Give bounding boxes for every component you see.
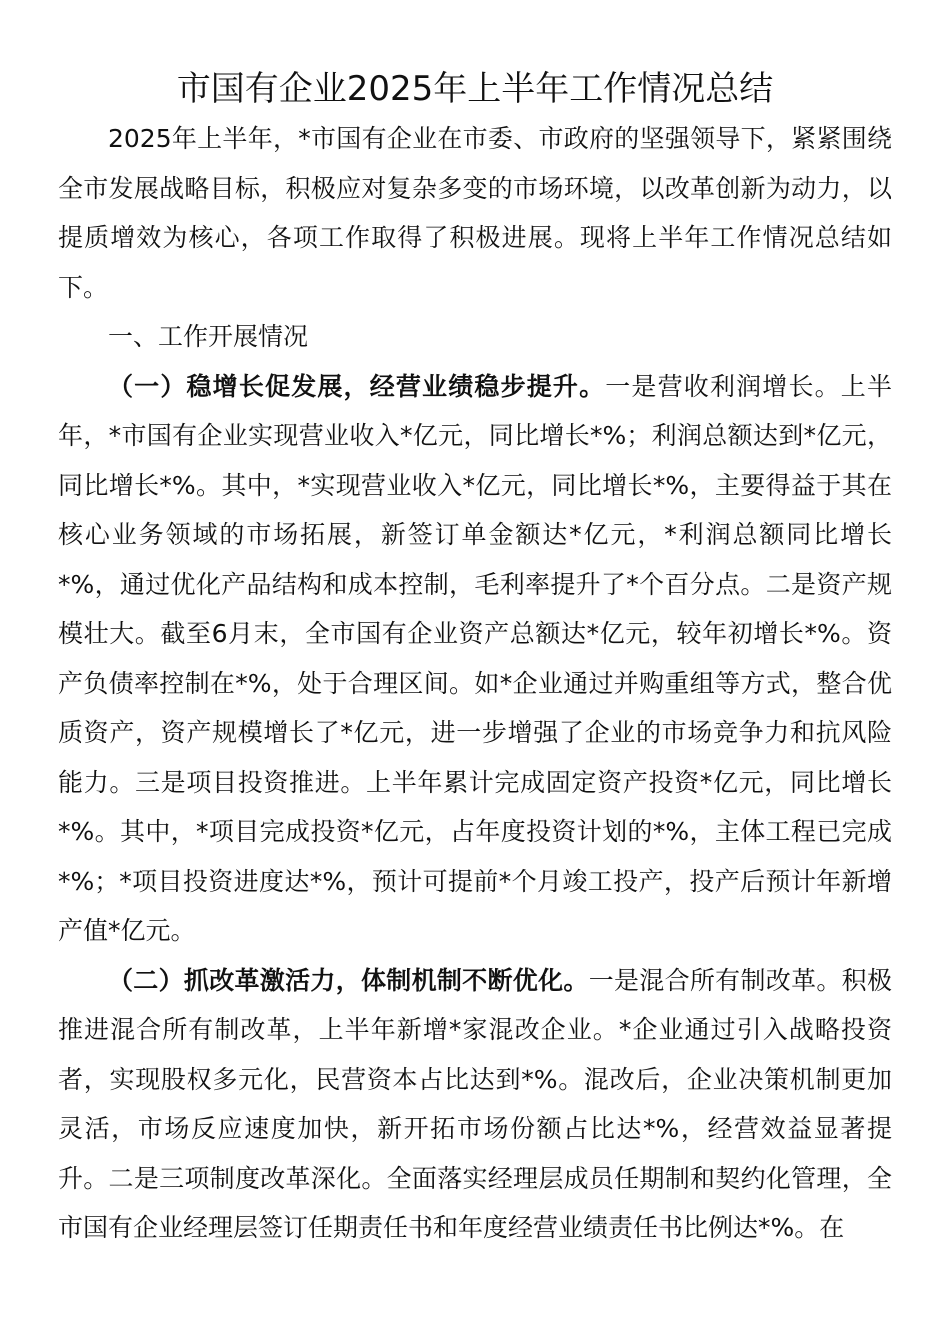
subsection-one-paragraph	[58, 362, 892, 956]
document-title: 市国有企业2025年上半年工作情况总结	[176, 69, 774, 109]
subsection-two-body: 一是混合所有制改革。积极推进混合所有制改革，上半年新增*家混改企业。*企业通过引入战略投资者，实现股权多元化，民营资本占比达到*%。混改后，企业决策机制更加灵活，市场反应速度加快，新开拓市场份额占比达*%，经营效益显著提升。二是三项制度改革深化。全面落实经理层成员任期制和契约化管理，全市国有企业经理层签订任期责任书和年度经营业绩责任书比例达*%。在	[58, 965, 892, 1242]
intro-paragraph: 2025年上半年，*市国有企业在市委、市政府的坚强领导下，紧紧围绕全市发展战略目标，积极应对复杂多变的市场环境，以改革创新为动力，以提质增效为核心，各项工作取得了积极进展。现将上半年工作情况总结如下。	[58, 124, 892, 302]
subsection-one-body: 一是营收利润增长。上半年，*市国有企业实现营业收入*亿元，同比增长*%；利润总额达到*亿元，同比增长*%。其中，*实现营业收入*亿元，同比增长*%，主要得益于其在核心业务领域的市场拓展，新签订单金额达*亿元，*利润总额同比增长*%，通过优化产品结构和成本控制，毛利率提升了*个百分点。二是资产规模壮大。截至6月末，全市国有企业资产总额达*亿元，较年初增长*%。资产负债率控制在*%，处于合理区间。如*企业通过并购重组等方式，整合优质资产，资产规模增长了*亿元，进一步增强了企业的市场竞争力和抗风险能力。三是项目投资推进。上半年累计完成固定资产投资*亿元，同比增长*%。其中，*项目完成投资*亿元，占年度投资计划的*%，主体工程已完成*%；*项目投资进度达*%，预计可提前*个月竣工投产，投产后预计年新增产值*亿元。	[58, 371, 892, 945]
subsection-two-heading: （二）抓改革激活力，体制机制不断优化。	[108, 965, 589, 995]
document-body	[58, 114, 892, 1253]
section-one-heading: 一、工作开展情况	[108, 322, 309, 351]
subsection-one-heading: （一）稳增长促发展，经营业绩稳步提升。	[108, 371, 606, 401]
subsection-two-paragraph	[58, 956, 892, 1253]
